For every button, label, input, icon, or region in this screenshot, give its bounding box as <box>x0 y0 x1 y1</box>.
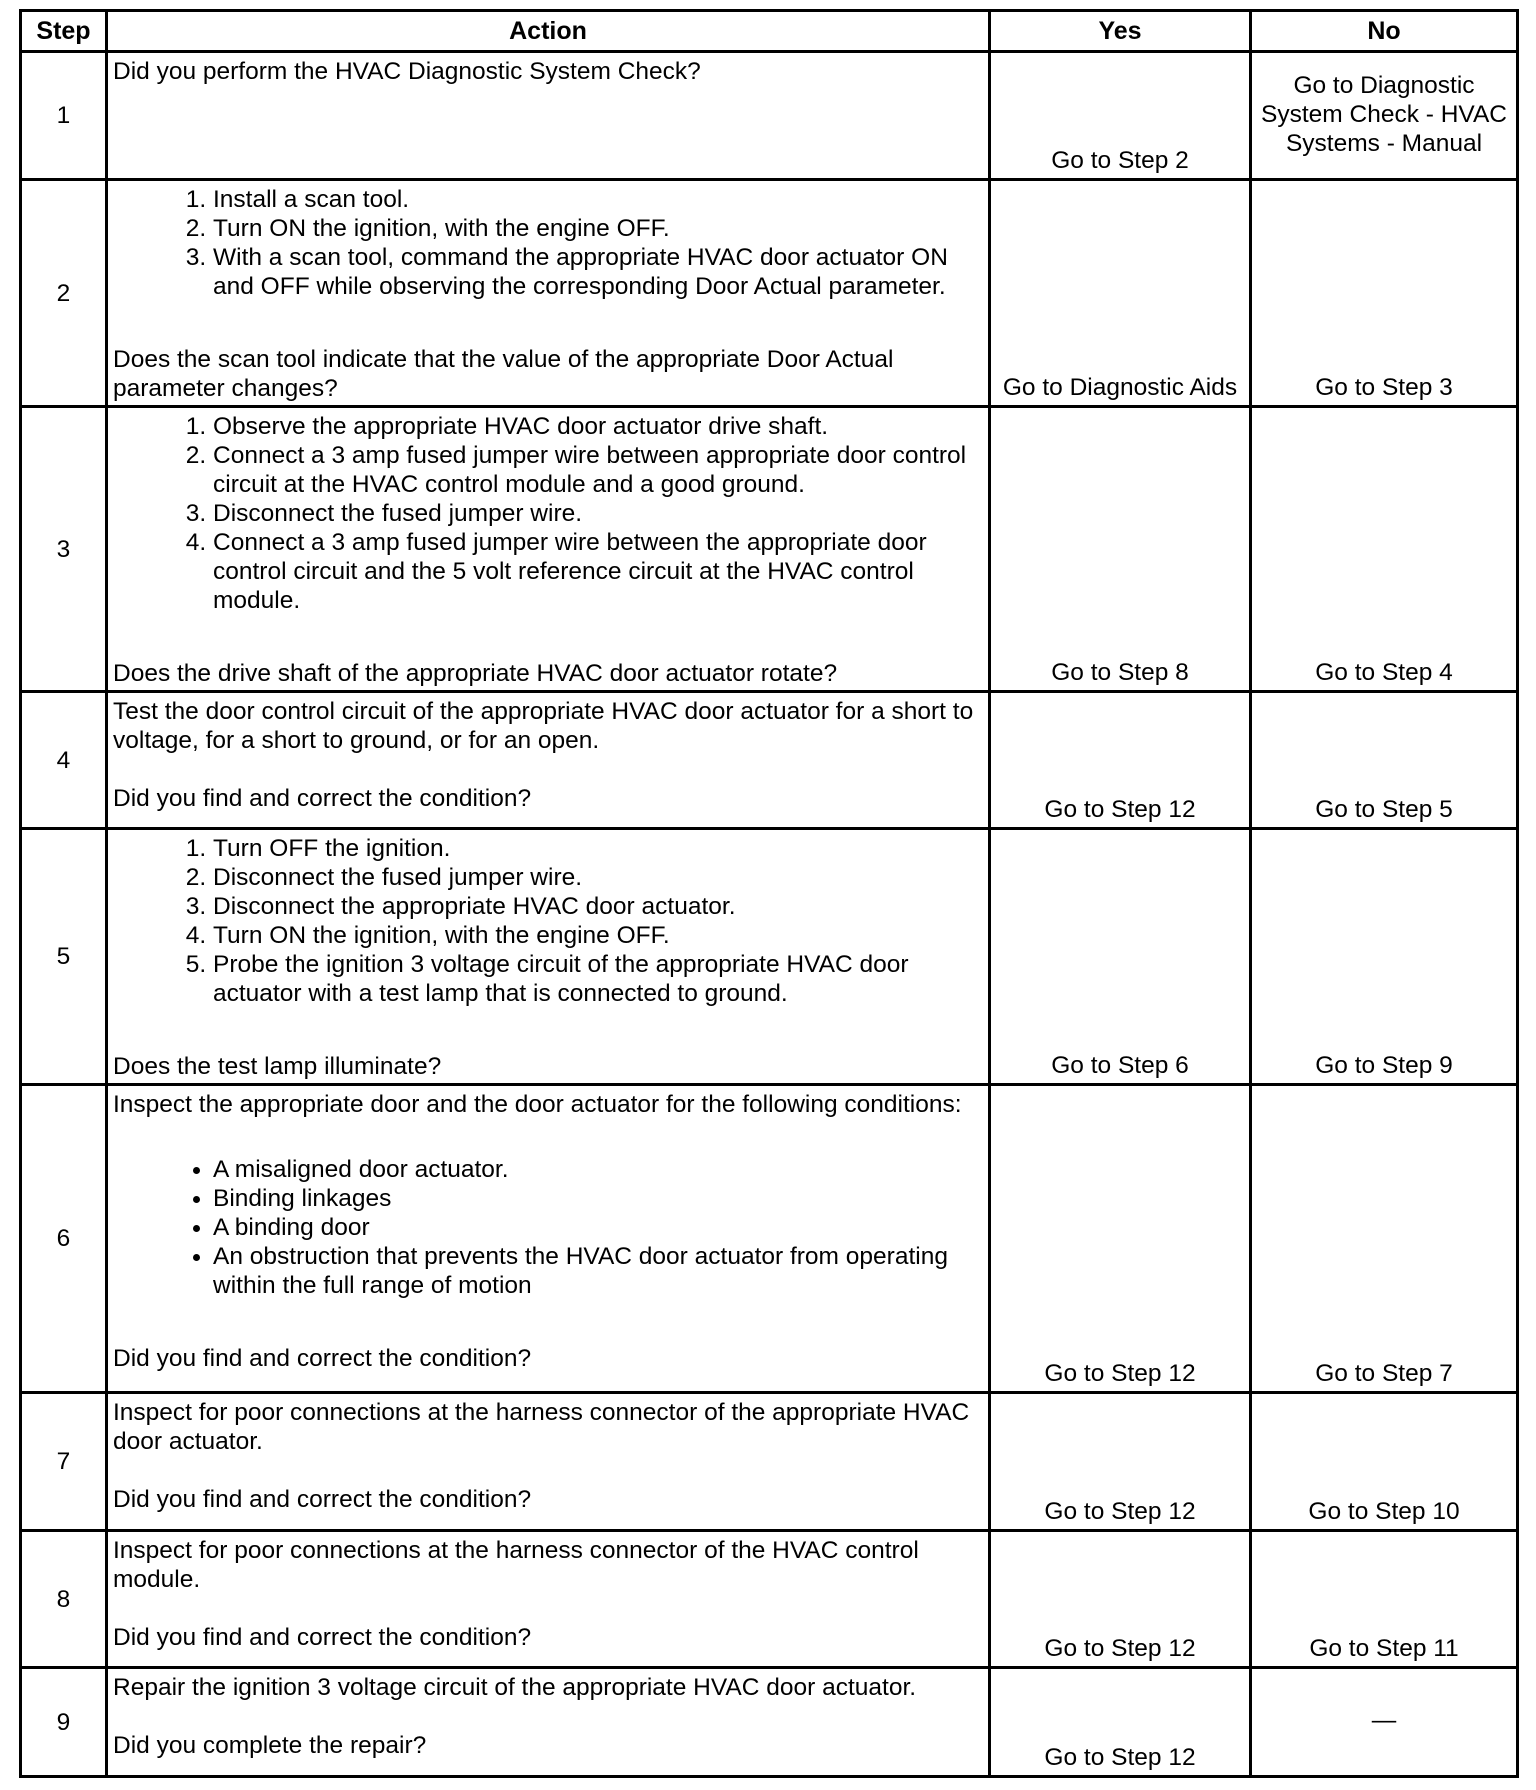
step-number: 8 <box>21 1531 107 1668</box>
table-row <box>21 692 1518 829</box>
action-text: Did you perform the HVAC Diagnostic System Check? <box>113 58 701 85</box>
action-cell <box>107 829 990 1085</box>
yes-cell: Go to Step 6 <box>990 829 1251 1085</box>
action-cell <box>107 1668 990 1777</box>
header-action: Action <box>107 11 990 52</box>
list-item: 2. Disconnect the fused jumper wire. <box>213 863 980 892</box>
action-question: Did you find and correct the condition? <box>113 1486 532 1513</box>
yes-cell: Go to Step 8 <box>990 407 1251 692</box>
action-cell <box>107 1393 990 1531</box>
yes-cell: Go to Step 12 <box>990 1393 1251 1531</box>
action-text: Test the door control circuit of the appropriate HVAC door actuator for a short to voltage, for a short to ground, or for an open. <box>113 698 974 754</box>
yes-cell: Go to Step 12 <box>990 1668 1251 1777</box>
yes-cell: Go to Diagnostic Aids <box>990 180 1251 407</box>
step-number: 3 <box>21 407 107 692</box>
action-cell <box>107 52 990 180</box>
list-item: 3. With a scan tool, command the appropriate HVAC door actuator ON and OFF while observing the corresponding Door Actual parameter. <box>213 243 980 301</box>
conditions-list <box>113 1155 980 1300</box>
action-cell <box>107 407 990 692</box>
table-row <box>21 1531 1518 1668</box>
action-question: Did you find and correct the condition? <box>113 1345 532 1372</box>
table-row <box>21 829 1518 1085</box>
list-item: 4. Turn ON the ignition, with the engine OFF. <box>213 921 980 950</box>
list-item: 2. Turn ON the ignition, with the engine OFF. <box>213 214 980 243</box>
action-text: Inspect for poor connections at the harness connector of the appropriate HVAC door actuator. <box>113 1399 970 1455</box>
table-row <box>21 180 1518 407</box>
action-cell <box>107 180 990 407</box>
no-cell: Go to Step 11 <box>1251 1531 1518 1668</box>
step-number: 7 <box>21 1393 107 1531</box>
list-item: 4. Connect a 3 amp fused jumper wire between the appropriate door control circuit and the 5 volt reference circuit at the HVAC control module. <box>213 528 980 615</box>
diagnostic-table <box>19 9 1519 1778</box>
list-item: • Binding linkages <box>213 1184 980 1213</box>
action-cell <box>107 692 990 829</box>
no-cell: Go to Step 3 <box>1251 180 1518 407</box>
list-item: • An obstruction that prevents the HVAC door actuator from operating within the full range of motion <box>213 1242 980 1300</box>
action-question: Does the test lamp illuminate? <box>113 1053 442 1080</box>
no-cell: Go to Step 9 <box>1251 829 1518 1085</box>
table-row <box>21 407 1518 692</box>
yes-cell: Go to Step 12 <box>990 692 1251 829</box>
no-cell: Go to Step 7 <box>1251 1085 1518 1393</box>
list-item: 3. Disconnect the appropriate HVAC door actuator. <box>213 892 980 921</box>
list-item: • A misaligned door actuator. <box>213 1155 980 1184</box>
action-text: Inspect for poor connections at the harness connector of the HVAC control module. <box>113 1537 919 1593</box>
list-item: 2. Connect a 3 amp fused jumper wire between appropriate door control circuit at the HVAC control module and a good ground. <box>213 441 980 499</box>
list-item: 1. Turn OFF the ignition. <box>213 834 980 863</box>
action-cell <box>107 1085 990 1393</box>
header-no: No <box>1251 11 1518 52</box>
no-cell: Go to Step 4 <box>1251 407 1518 692</box>
table-row <box>21 52 1518 180</box>
step-number: 6 <box>21 1085 107 1393</box>
action-question: Does the drive shaft of the appropriate HVAC door actuator rotate? <box>113 660 838 687</box>
step-number: 5 <box>21 829 107 1085</box>
step-number: 2 <box>21 180 107 407</box>
list-item: 5. Probe the ignition 3 voltage circuit of the appropriate HVAC door actuator with a test lamp that is connected to ground. <box>213 950 980 1008</box>
action-question: Did you complete the repair? <box>113 1732 427 1759</box>
header-yes: Yes <box>990 11 1251 52</box>
table-row <box>21 1393 1518 1531</box>
action-steps-list <box>113 412 980 615</box>
no-cell: Go to Step 10 <box>1251 1393 1518 1531</box>
action-steps-list <box>113 834 980 1008</box>
step-number: 1 <box>21 52 107 180</box>
yes-cell: Go to Step 2 <box>990 52 1251 180</box>
yes-cell: Go to Step 12 <box>990 1531 1251 1668</box>
action-text: Inspect the appropriate door and the door actuator for the following conditions: <box>113 1091 962 1118</box>
list-item: 1. Install a scan tool. <box>213 185 980 214</box>
step-number: 9 <box>21 1668 107 1777</box>
no-cell: Go to Diagnostic System Check - HVAC Systems - Manual <box>1251 52 1518 180</box>
action-question: Did you find and correct the condition? <box>113 785 532 812</box>
list-item: • A binding door <box>213 1213 980 1242</box>
header-row <box>21 11 1518 52</box>
no-cell: Go to Step 5 <box>1251 692 1518 829</box>
action-question: Did you find and correct the condition? <box>113 1624 532 1651</box>
header-step: Step <box>21 11 107 52</box>
table-row <box>21 1085 1518 1393</box>
action-text: Repair the ignition 3 voltage circuit of the appropriate HVAC door actuator. <box>113 1674 917 1701</box>
action-question: Does the scan tool indicate that the value of the appropriate Door Actual parameter changes? <box>113 346 894 402</box>
list-item: 3. Disconnect the fused jumper wire. <box>213 499 980 528</box>
yes-cell: Go to Step 12 <box>990 1085 1251 1393</box>
list-item: 1. Observe the appropriate HVAC door actuator drive shaft. <box>213 412 980 441</box>
table-row <box>21 1668 1518 1777</box>
action-steps-list <box>113 185 980 301</box>
no-cell: — <box>1251 1668 1518 1777</box>
action-cell <box>107 1531 990 1668</box>
step-number: 4 <box>21 692 107 829</box>
